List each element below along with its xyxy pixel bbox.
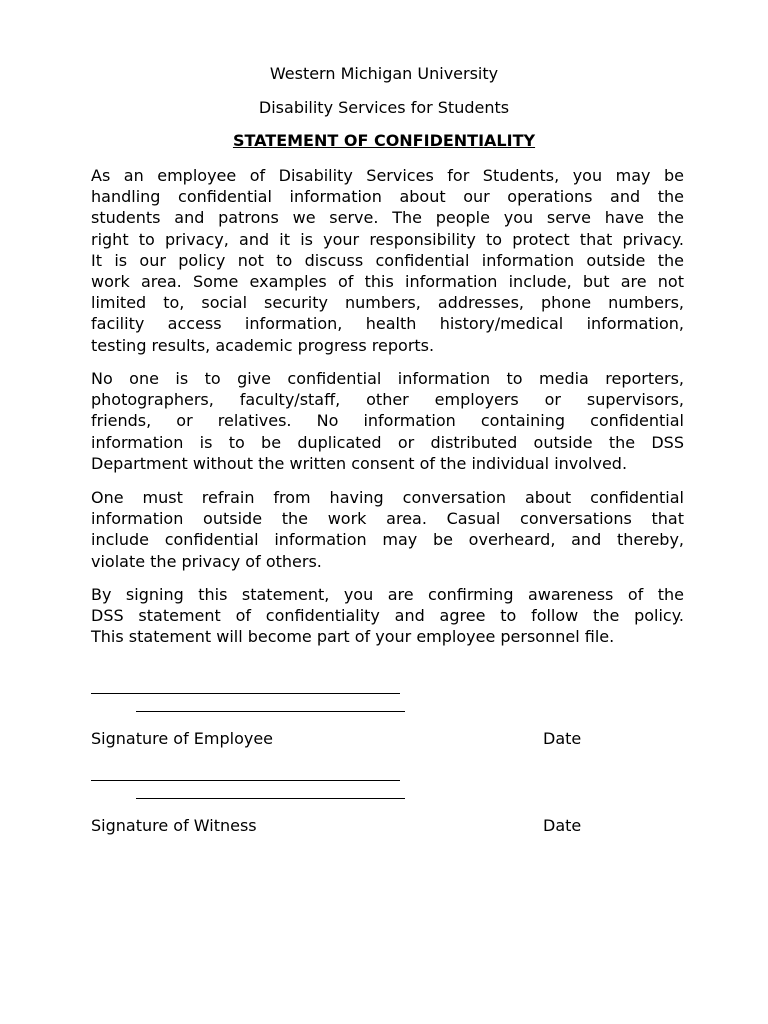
text-line: testing results, academic progress reports.	[91, 335, 435, 355]
text-line: include confidential information may be overheard, and thereby,	[91, 530, 684, 550]
text-line: students and patrons we serve. The people you serve have the	[91, 208, 684, 228]
text-line: Department without the written consent of the individual involved.	[91, 453, 628, 473]
text-line: No one is to give confidential information to media reporters,	[91, 369, 684, 388]
text-line: This statement will become part of your employee personnel file.	[91, 627, 615, 647]
employee-signature-label: Signature of Employee	[91, 729, 274, 748]
text-line: By signing this statement, you are confirming awareness of the	[91, 585, 684, 604]
text-line: violate the privacy of others.	[91, 551, 322, 571]
text-line: right to privacy, and it is your responsibility to protect that privacy.	[91, 229, 684, 249]
text-line: information outside the work area. Casual conversations that	[91, 509, 684, 529]
department-name: Disability Services for Students	[258, 98, 510, 117]
text-line: One must refrain from having conversation about confidential	[91, 488, 684, 507]
document-title: STATEMENT OF CONFIDENTIALITY	[232, 131, 536, 150]
employee-date-label: Date	[543, 729, 582, 748]
witness-date-label: Date	[543, 816, 582, 835]
witness-signature-line[interactable]	[91, 780, 400, 781]
university-name: Western Michigan University	[269, 64, 499, 83]
witness-signature-label: Signature of Witness	[91, 816, 257, 835]
text-line: facility access information, health history/medical information,	[91, 314, 684, 334]
text-line: friends, or relatives. No information containing confidential	[91, 411, 684, 431]
text-line: photographers, faculty/staff, other employers or supervisors,	[91, 390, 684, 410]
text-line: DSS statement of confidentiality and agree to follow the policy.	[91, 606, 684, 626]
employee-signature-line[interactable]	[91, 693, 400, 694]
witness-date-line[interactable]	[136, 798, 405, 799]
employee-date-line[interactable]	[136, 711, 405, 712]
paragraph-agreement	[91, 584, 684, 648]
text-line: It is our policy not to discuss confidential information outside the	[91, 250, 684, 270]
text-line: As an employee of Disability Services for Students, you may be	[91, 166, 684, 185]
paragraph-disclosure	[91, 368, 684, 474]
text-line: handling confidential information about our operations and the	[91, 187, 684, 207]
text-line: limited to, social security numbers, addresses, phone numbers,	[91, 293, 684, 313]
paragraph-employee-duty	[91, 165, 684, 356]
text-line: work area. Some examples of this information include, but are not	[91, 272, 684, 292]
text-line: information is to be duplicated or distributed outside the DSS	[91, 432, 684, 452]
paragraph-conversation	[91, 487, 684, 572]
